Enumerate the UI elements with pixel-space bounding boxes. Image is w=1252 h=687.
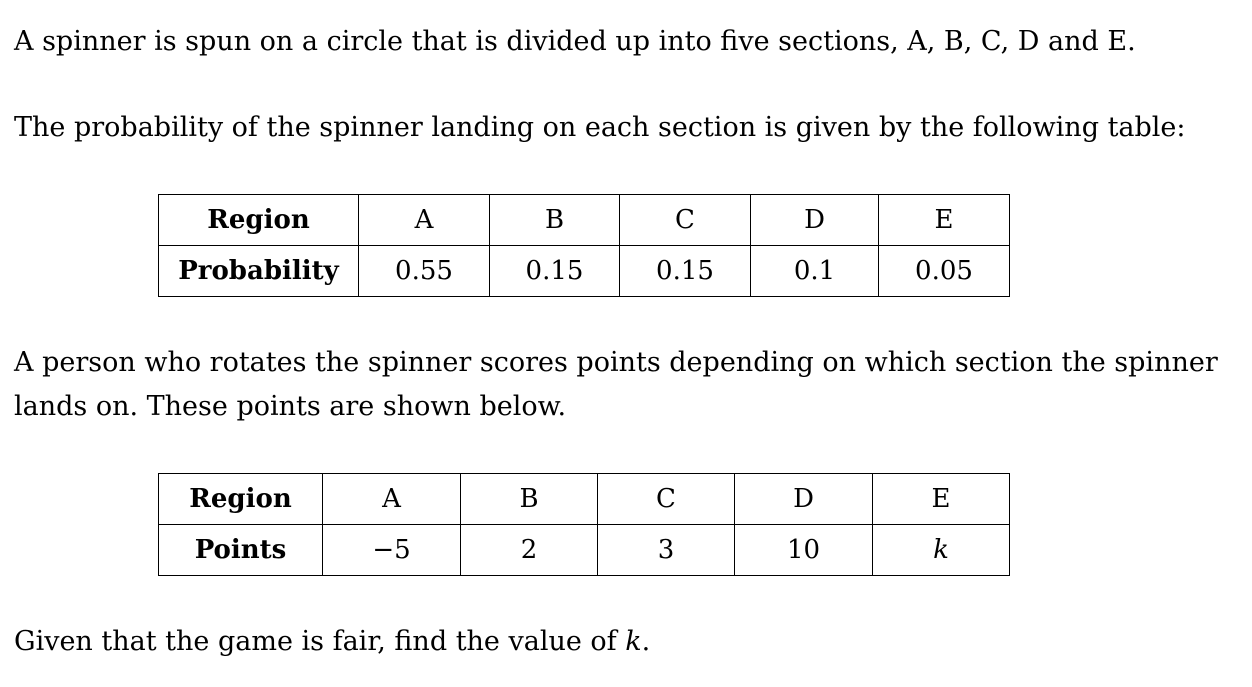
region-cell-d: D	[735, 474, 873, 525]
probability-cell-d: 0.1	[751, 246, 879, 297]
intro-text: A spinner is spun on a circle that is divided up into five sections, A, B, C, D and E.	[14, 26, 1136, 57]
points-cell-a: −5	[323, 525, 461, 576]
probability-cell-e: 0.05	[879, 246, 1010, 297]
table-row	[159, 525, 1010, 576]
probability-table	[158, 194, 1010, 297]
region-cell-d: D	[751, 195, 879, 246]
probability-cell-c: 0.15	[620, 246, 751, 297]
question-variable: k	[625, 626, 642, 657]
points-cell-e: k	[873, 525, 1010, 576]
region-cell-a: A	[323, 474, 461, 525]
region-cell-c: C	[620, 195, 751, 246]
row-header-region: Region	[159, 195, 359, 246]
points-intro-line-1: A person who rotates the spinner scores points depending on which section the spinner	[14, 347, 1218, 378]
region-cell-e: E	[873, 474, 1010, 525]
table-row	[159, 474, 1010, 525]
row-header-region: Region	[159, 474, 323, 525]
points-cell-c: 3	[598, 525, 735, 576]
points-intro-text	[14, 341, 1218, 429]
question-end: .	[641, 626, 651, 657]
probability-cell-a: 0.55	[359, 246, 490, 297]
region-cell-b: B	[490, 195, 620, 246]
question-text	[14, 620, 650, 664]
points-cell-d: 10	[735, 525, 873, 576]
probability-cell-b: 0.15	[490, 246, 620, 297]
points-table	[158, 473, 1010, 576]
region-cell-b: B	[461, 474, 598, 525]
region-cell-a: A	[359, 195, 490, 246]
row-header-probability: Probability	[159, 246, 359, 297]
points-intro-line-2: lands on. These points are shown below.	[14, 391, 567, 422]
row-header-points: Points	[159, 525, 323, 576]
table-row	[159, 195, 1010, 246]
points-cell-b: 2	[461, 525, 598, 576]
table-row	[159, 246, 1010, 297]
probability-intro-text: The probability of the spinner landing on each section is given by the following table:	[14, 112, 1186, 143]
region-cell-c: C	[598, 474, 735, 525]
question-body: Given that the game is fair, find the value of	[14, 626, 626, 657]
region-cell-e: E	[879, 195, 1010, 246]
